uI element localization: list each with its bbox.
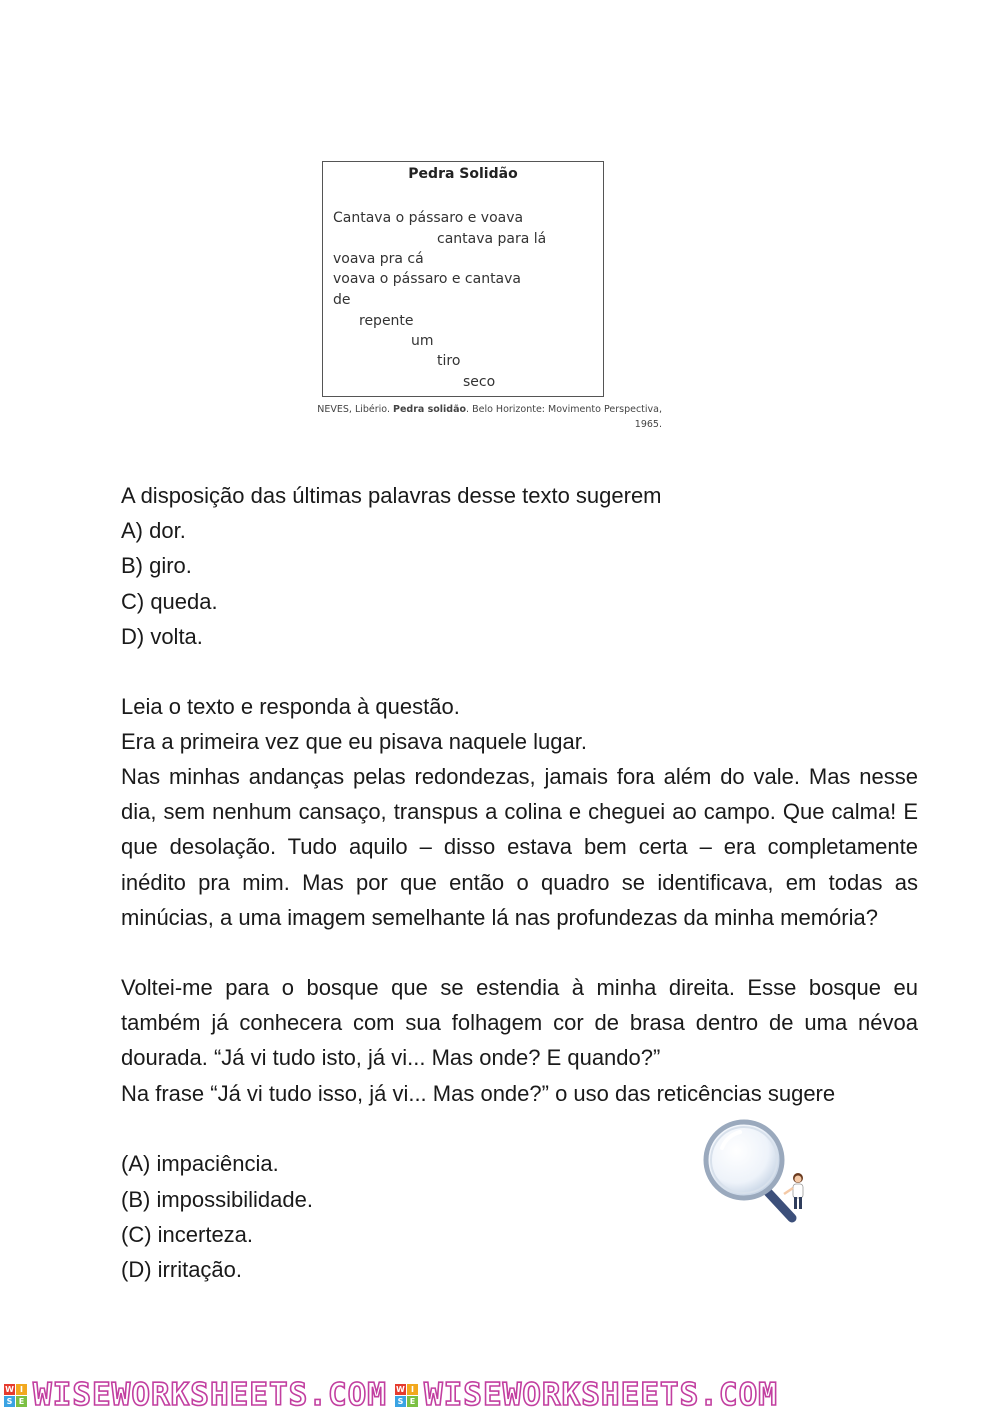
poem-line: voava pra cá <box>333 251 424 267</box>
poem-line: um <box>411 333 434 349</box>
poem-line: repente <box>359 313 414 329</box>
question2-paragraph-2: Voltei-me para o bosque que se estendia à minha direita. Esse bosque eu também já conhecera com sua folhagem cor de brasa dentro de uma névoa dourada. “Já vi tudo isto, já vi... Mas onde? E quando?” <box>121 975 918 1071</box>
citation-author: NEVES, Libério. <box>317 404 390 415</box>
question1-option-c: C) queda. <box>121 589 218 614</box>
poem-title: Pedra Solidão <box>408 166 518 182</box>
logo-letter: I <box>16 1384 27 1395</box>
question2-option-d: (D) irritação. <box>121 1257 243 1282</box>
question2-option-b: (B) impossibilidade. <box>121 1187 313 1212</box>
question2-intro: Leia o texto e responda à questão. <box>121 694 460 719</box>
brand-logo-icon <box>395 1384 418 1407</box>
question2-option-a: (A) impaciência. <box>121 1151 279 1176</box>
footer-watermark <box>0 1376 1000 1414</box>
question2-first-line: Era a primeira vez que eu pisava naquele lugar. <box>121 729 587 754</box>
question2-option-c: (C) incerteza. <box>121 1222 254 1247</box>
logo-letter: E <box>407 1396 418 1407</box>
question1-option-d: D) volta. <box>121 624 203 649</box>
question2-question: Na frase “Já vi tudo isso, já vi... Mas onde?” o uso das reticências sugere <box>121 1081 836 1106</box>
logo-letter: I <box>407 1384 418 1395</box>
poem-line: voava o pássaro e cantava <box>333 271 522 287</box>
logo-letter: E <box>16 1396 27 1407</box>
poem-line: de <box>333 292 351 308</box>
poem-box <box>322 161 604 397</box>
logo-letter: S <box>4 1396 15 1407</box>
citation-publisher: . Belo Horizonte: Movimento Perspectiva, <box>466 404 662 415</box>
magnifying-glass-icon <box>700 1118 820 1228</box>
citation-work: Pedra solidão <box>393 404 467 415</box>
logo-letter: W <box>396 1384 405 1394</box>
brand-text: WISEWORKSHEETS.COM <box>423 1377 778 1413</box>
question2-paragraph-1: Nas minhas andanças pelas redondezas, jamais fora além do vale. Mas nesse dia, sem nenhum cansaço, transpus a colina e cheguei ao campo. Que calma! E que desolação. Tudo aquilo – disso estava bem certa – era completamente inédito pra mim. Mas por que então o quadro se identificava, em todas as minúcias, a uma imagem semelhante lá nas profundezas da minha memória? <box>121 764 918 930</box>
poem-line: seco <box>463 374 496 390</box>
poem-line: cantava para lá <box>437 231 547 247</box>
poem-citation <box>260 402 662 432</box>
question1-option-a: A) dor. <box>121 518 186 543</box>
brand-text: WISEWORKSHEETS.COM <box>33 1377 387 1413</box>
question1-prompt: A disposição das últimas palavras desse texto sugerem <box>121 483 662 508</box>
poem-line: tiro <box>437 353 461 369</box>
question1-option-b: B) giro. <box>121 553 192 578</box>
logo-letter: W <box>5 1384 14 1394</box>
poem-line: Cantava o pássaro e voava <box>333 210 524 226</box>
citation-year: 1965. <box>634 419 662 430</box>
brand-logo-icon <box>4 1384 27 1407</box>
logo-letter: S <box>395 1396 406 1407</box>
